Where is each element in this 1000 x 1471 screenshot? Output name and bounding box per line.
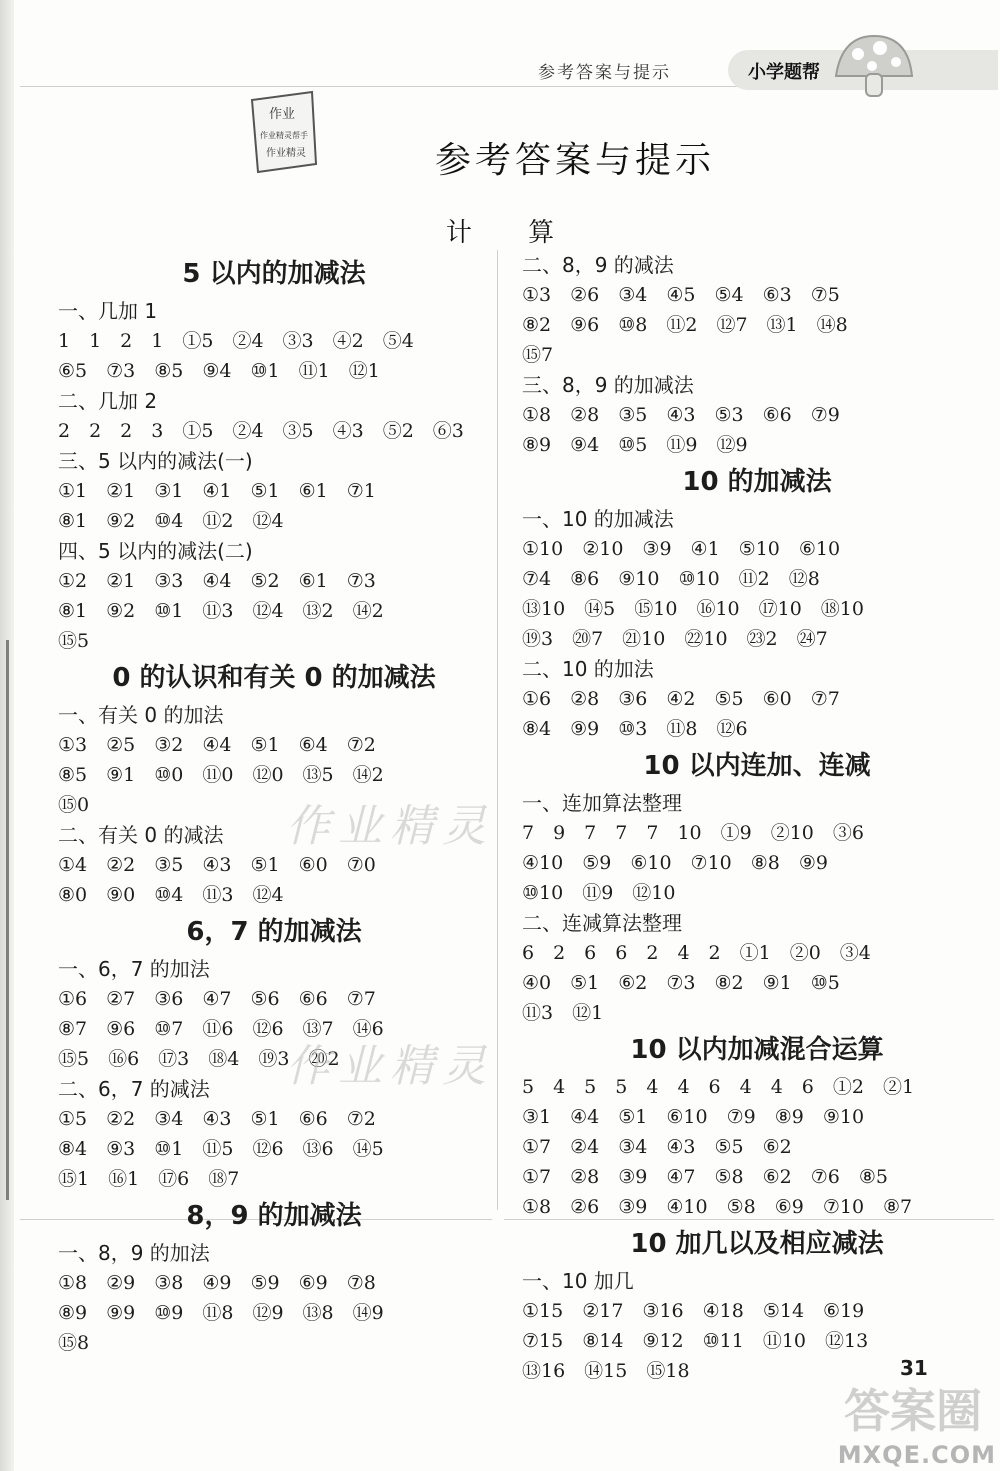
answer-row: ⑬16 ⑭15 ⑮18 — [522, 1360, 690, 1382]
answer-row: ①3 ②6 ③4 ④5 ⑤4 ⑥3 ⑦5 — [522, 284, 840, 306]
corner-watermark: 答案圈 — [844, 1384, 982, 1438]
answer-row: 7 9 7 7 7 10 ①9 ②10 ③6 — [522, 822, 864, 844]
corner-url: MXQE.COM — [837, 1441, 996, 1469]
answer-row: ①5 ②2 ③4 ④3 ⑤1 ⑥6 ⑦2 — [58, 1108, 376, 1130]
answer-row: 2 2 2 3 ①5 ②4 ③5 ④3 ⑤2 ⑥3 — [58, 420, 464, 442]
answer-row: ①1 ②1 ③1 ④1 ⑤1 ⑥1 ⑦1 — [58, 480, 376, 502]
topic-heading: 6，7 的加减法 — [186, 917, 362, 947]
answer-row: ④0 ⑤1 ⑥2 ⑦3 ⑧2 ⑨1 ⑩5 — [522, 972, 840, 994]
answer-row: ①3 ②5 ③2 ④4 ⑤1 ⑥4 ⑦2 — [58, 734, 376, 756]
page-title: 参考答案与提示 — [434, 140, 715, 181]
answer-row: ⑦4 ⑧6 ⑨10 ⑩10 ⑪2 ⑫8 — [522, 568, 820, 590]
answer-row: ①2 ②1 ③3 ④4 ⑤2 ⑥1 ⑦3 — [58, 570, 376, 592]
topic-heading: 8，9 的加减法 — [186, 1201, 362, 1231]
column-divider — [497, 250, 498, 1210]
answer-row: ⑬10 ⑭5 ⑮10 ⑯10 ⑰10 ⑱10 — [522, 598, 864, 620]
subsection-heading: 一、几加 1 — [58, 299, 158, 323]
stamp-line2: 作业精灵 — [266, 148, 306, 159]
answer-row: ⑧1 ⑨2 ⑩4 ⑪2 ⑫4 — [58, 510, 284, 532]
subsection-heading: 二、10 的加法 — [522, 657, 654, 681]
running-title: 参考答案与提示 — [538, 63, 671, 83]
answer-row: ④10 ⑤9 ⑥10 ⑦10 ⑧8 ⑨9 — [522, 852, 828, 874]
answer-row: ⑮0 — [58, 794, 90, 816]
subsection-heading: 四、5 以内的减法(二) — [58, 539, 253, 563]
answer-row: ⑧9 ⑨4 ⑩5 ⑪9 ⑫9 — [522, 434, 748, 456]
answer-row: ⑮7 — [522, 344, 554, 366]
watermark: 作业精灵 — [286, 801, 494, 852]
answer-row: ①15 ②17 ③16 ④18 ⑤14 ⑥19 — [522, 1300, 865, 1322]
brand-name: 小学题帮 — [748, 62, 820, 83]
answer-row: 6 2 6 6 2 4 2 ①1 ②0 ③4 — [522, 942, 871, 964]
topic-heading: 10 的加减法 — [682, 467, 832, 497]
subsection-heading: 一、连加算法整理 — [522, 791, 682, 815]
answer-row: ①8 ②9 ③8 ④9 ⑤9 ⑥9 ⑦8 — [58, 1272, 376, 1294]
stamp-line3: 作业精灵帮手 — [260, 131, 308, 140]
watermark: 作业精灵 — [286, 1041, 494, 1092]
subsection-heading: 三、8，9 的加减法 — [522, 373, 694, 397]
topic-heading: 5 以内的加减法 — [182, 259, 366, 289]
answer-row: 5 4 5 5 4 4 6 4 4 6 ①2 ②1 — [522, 1076, 915, 1098]
stamp-line1: 作业 — [268, 107, 296, 122]
answer-row: ⑮8 — [58, 1332, 90, 1354]
answer-row: ①4 ②2 ③5 ④3 ⑤1 ⑥0 ⑦0 — [58, 854, 376, 876]
answer-row: ①10 ②10 ③9 ④1 ⑤10 ⑥10 — [522, 538, 841, 560]
answer-row: ①6 ②7 ③6 ④7 ⑤6 ⑥6 ⑦7 — [58, 988, 376, 1010]
answer-row: ①8 ②8 ③5 ④3 ⑤3 ⑥6 ⑦9 — [522, 404, 840, 426]
answer-row: ⑮1 ⑯1 ⑰6 ⑱7 — [58, 1168, 240, 1190]
answer-row: ⑧7 ⑨6 ⑩7 ⑪6 ⑫6 ⑬7 ⑭6 — [58, 1018, 384, 1040]
subsection-heading: 二、几加 2 — [58, 389, 158, 413]
answer-row: ⑧4 ⑨9 ⑩3 ⑪8 ⑫6 — [522, 718, 748, 740]
topic-heading: 0 的认识和有关 0 的加减法 — [112, 663, 436, 693]
answer-row: ⑲3 ⑳7 ㉑10 ㉒10 ㉓2 ㉔7 — [522, 628, 828, 650]
answer-row: ⑮5 ⑯6 ⑰3 ⑱4 ⑲3 ⑳2 — [58, 1048, 340, 1070]
answer-row: ①7 ②4 ③4 ④3 ⑤5 ⑥2 — [522, 1136, 792, 1158]
subsection-heading: 一、有关 0 的加法 — [58, 703, 224, 727]
subsection-heading: 一、8，9 的加法 — [58, 1241, 210, 1265]
answer-row: ①7 ②8 ③9 ④7 ⑤8 ⑥2 ⑦6 ⑧5 — [522, 1166, 888, 1188]
answer-row: ⑪3 ⑫1 — [522, 1002, 604, 1024]
answer-row: ⑧0 ⑨0 ⑩4 ⑪3 ⑫4 — [58, 884, 284, 906]
subsection-heading: 三、5 以内的减法(一) — [58, 449, 253, 473]
answer-row: ⑥5 ⑦3 ⑧5 ⑨4 ⑩1 ⑪1 ⑫1 — [58, 360, 380, 382]
answer-row: ①6 ②8 ③6 ④2 ⑤5 ⑥0 ⑦7 — [522, 688, 840, 710]
topic-heading: 10 以内连加、连减 — [643, 751, 871, 781]
answer-row: 1 1 2 1 ①5 ②4 ③3 ④2 ⑤4 — [58, 330, 414, 352]
right-column — [522, 250, 992, 1386]
subsection-heading: 二、8，9 的减法 — [522, 253, 674, 277]
subsection-heading: 一、10 的加减法 — [522, 507, 674, 531]
subsection-heading: 二、连减算法整理 — [522, 911, 682, 935]
answer-row: ①8 ②6 ③9 ④10 ⑤8 ⑥9 ⑦10 ⑧7 — [522, 1196, 913, 1218]
answer-row: ⑧1 ⑨2 ⑩1 ⑪3 ⑫4 ⑬2 ⑭2 — [58, 600, 384, 622]
answer-row: ⑦15 ⑧14 ⑨12 ⑩11 ⑪10 ⑫13 — [522, 1330, 869, 1352]
answer-row: ⑧5 ⑨1 ⑩0 ⑪0 ⑫0 ⑬5 ⑭2 — [58, 764, 384, 786]
answer-row: ⑧2 ⑨6 ⑩8 ⑪2 ⑫7 ⑬1 ⑭8 — [522, 314, 848, 336]
answer-row: ⑧4 ⑨3 ⑩1 ⑪5 ⑫6 ⑬6 ⑭5 — [58, 1138, 384, 1160]
answer-row: ⑩10 ⑪9 ⑫10 — [522, 882, 676, 904]
subsection-heading: 二、6，7 的减法 — [58, 1077, 210, 1101]
answer-row: ⑧9 ⑨9 ⑩9 ⑪8 ⑫9 ⑬8 ⑭9 — [58, 1302, 384, 1324]
mushroom-icon — [828, 30, 918, 100]
section-title: 计 算 — [445, 218, 579, 248]
page-number: 31 — [900, 1356, 928, 1380]
answer-row: ⑮5 — [58, 630, 90, 652]
answer-row: ③1 ④4 ⑤1 ⑥10 ⑦9 ⑧9 ⑨10 — [522, 1106, 865, 1128]
subsection-heading: 一、10 加几 — [522, 1269, 634, 1293]
topic-heading: 10 以内加减混合运算 — [630, 1035, 884, 1065]
topic-heading: 10 加几以及相应减法 — [630, 1229, 884, 1259]
subsection-heading: 二、有关 0 的减法 — [58, 823, 224, 847]
subsection-heading: 一、6，7 的加法 — [58, 957, 210, 981]
